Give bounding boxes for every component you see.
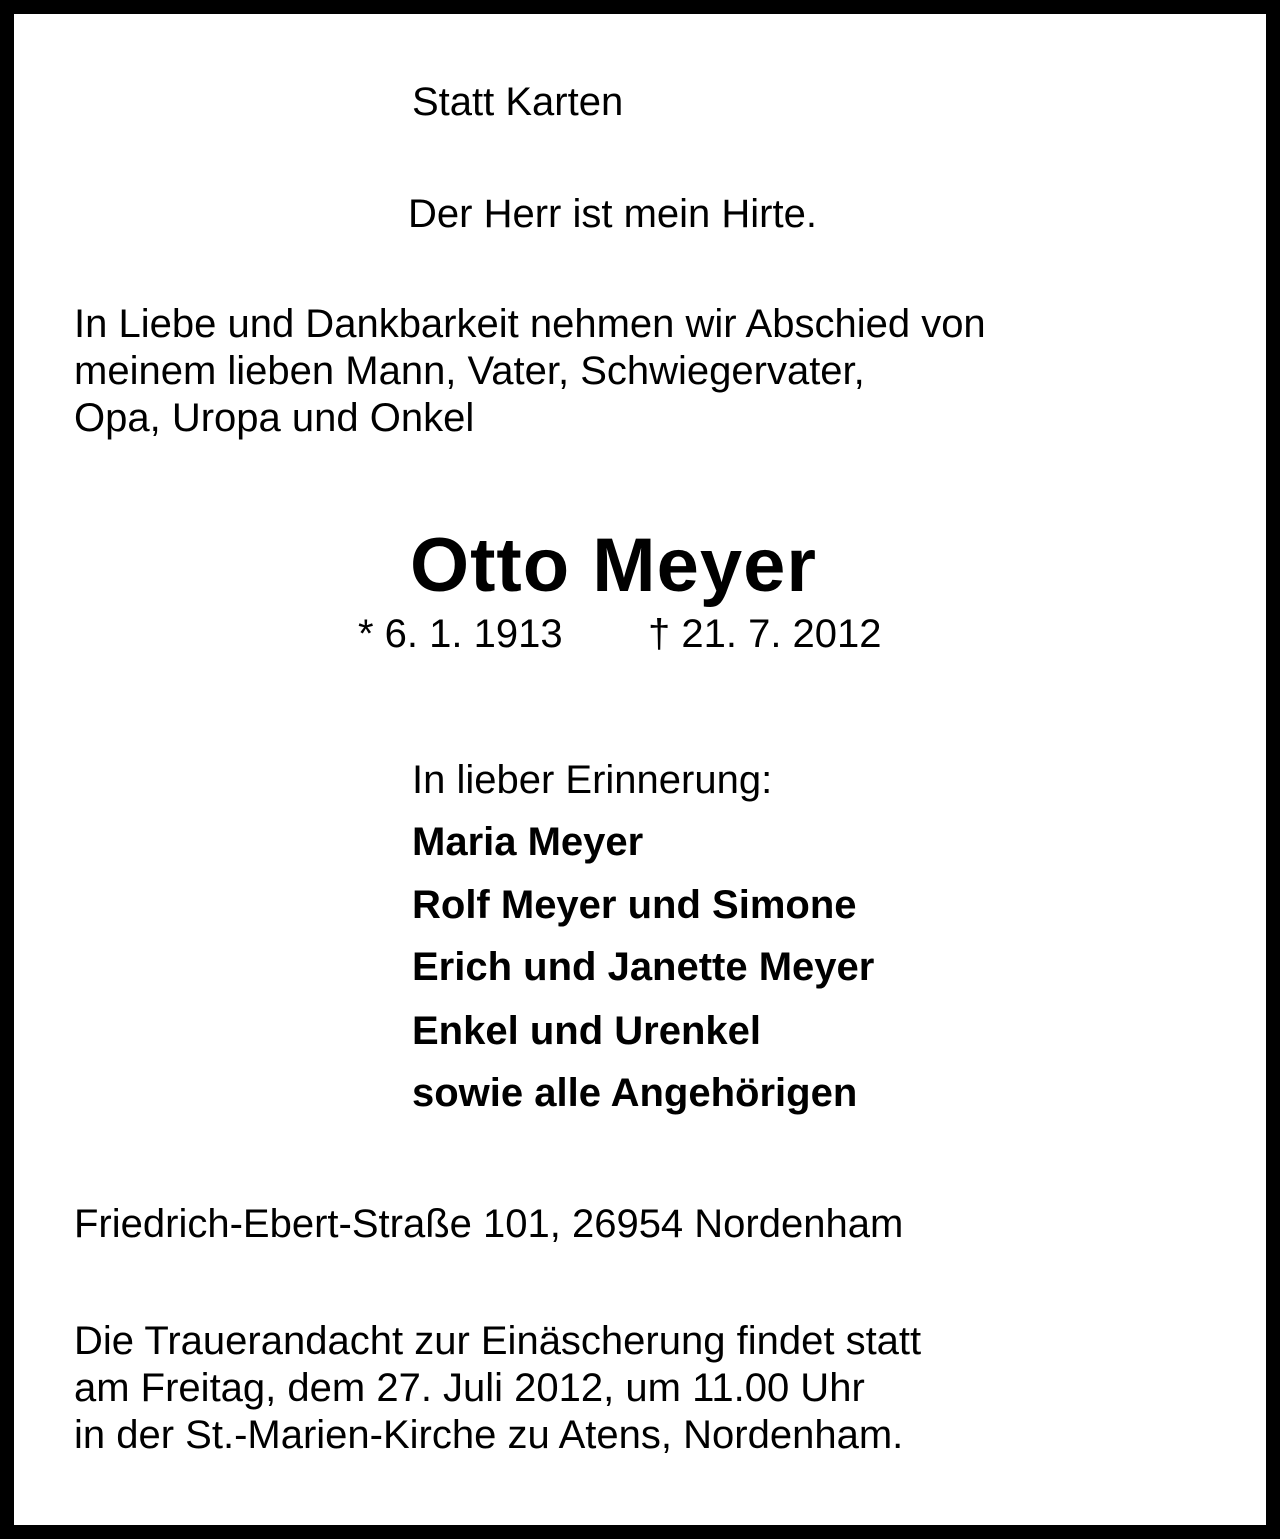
mourner-name: Maria Meyer <box>412 820 644 864</box>
mourner-name: Rolf Meyer und Simone <box>412 883 857 927</box>
bible-verse: Der Herr ist mein Hirte. <box>408 192 817 236</box>
mourner-name: Enkel und Urenkel <box>412 1009 761 1053</box>
intro-line: In Liebe und Dankbarkeit nehmen wir Abschied von <box>74 302 986 346</box>
deceased-name: Otto Meyer <box>410 523 817 608</box>
mourner-name: Erich und Janette Meyer <box>412 945 875 989</box>
obituary-notice <box>14 14 1266 1525</box>
address: Friedrich-Ebert-Straße 101, 26954 Nordenham <box>74 1202 904 1246</box>
service-paragraph <box>74 1318 921 1459</box>
service-line: am Freitag, dem 27. Juli 2012, um 11.00 Uhr <box>74 1366 865 1410</box>
intro-paragraph <box>74 301 986 442</box>
death-date: † 21. 7. 2012 <box>648 612 882 656</box>
mourner-name: sowie alle Angehörigen <box>412 1071 858 1115</box>
birth-date: * 6. 1. 1913 <box>358 612 563 656</box>
memory-heading: In lieber Erinnerung: <box>412 758 773 802</box>
intro-line: meinem lieben Mann, Vater, Schwiegervater, <box>74 349 865 393</box>
service-line: in der St.-Marien-Kirche zu Atens, Nordenham. <box>74 1413 904 1457</box>
header-text: Statt Karten <box>412 80 624 124</box>
intro-line: Opa, Uropa und Onkel <box>74 396 475 440</box>
service-line: Die Trauerandacht zur Einäscherung findet statt <box>74 1319 922 1363</box>
